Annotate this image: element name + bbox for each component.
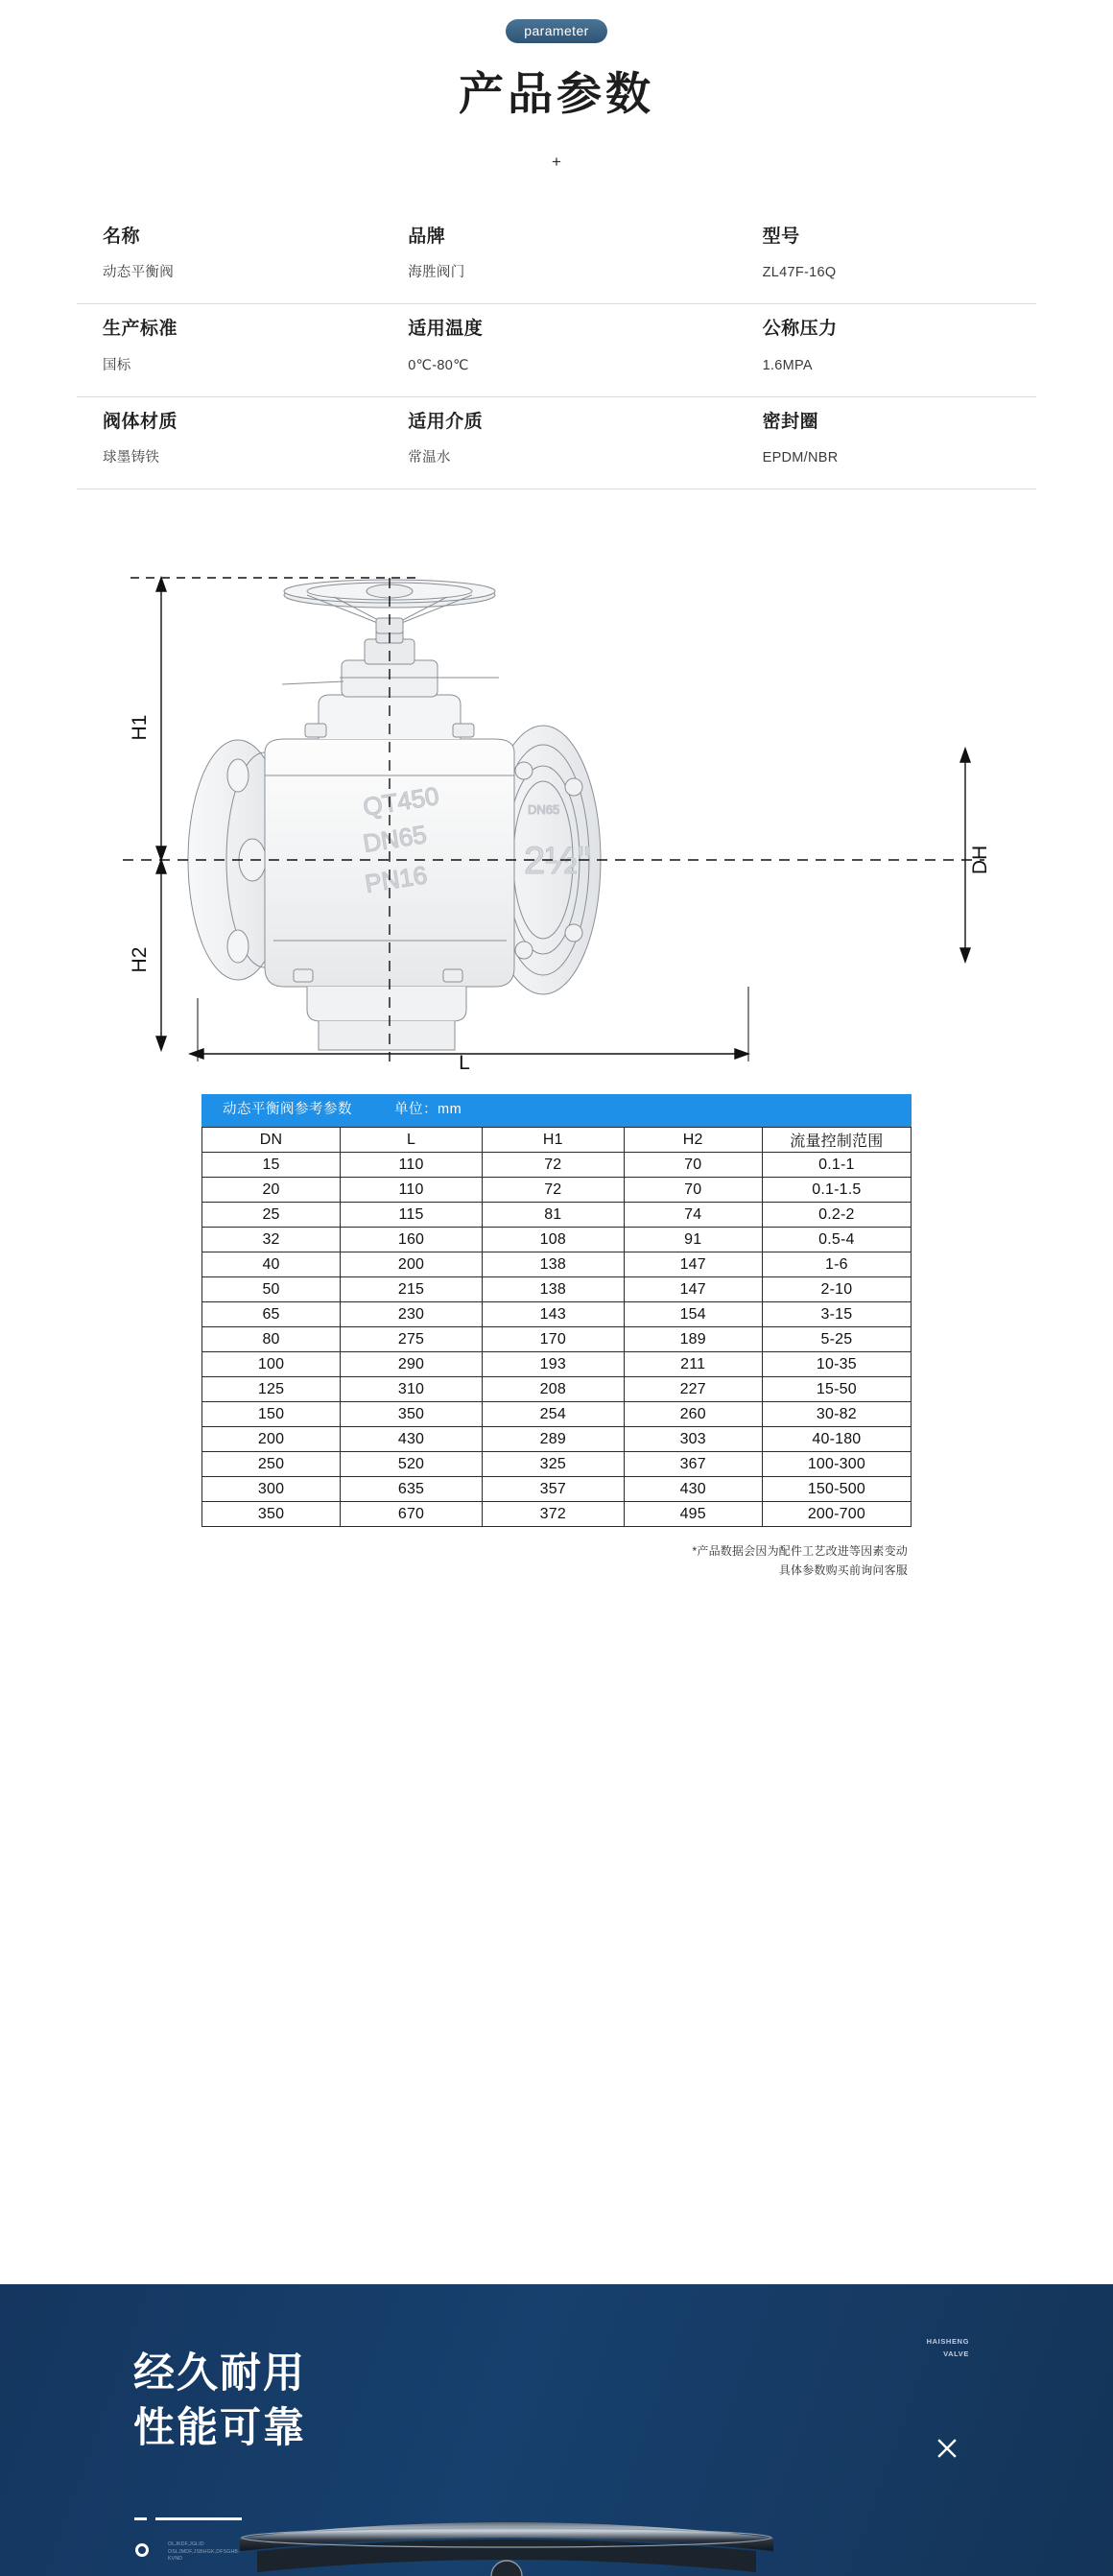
cell-dn: 80 <box>202 1327 341 1352</box>
dimension-label-dh: DH <box>969 846 991 875</box>
cell-h1: 254 <box>482 1402 624 1427</box>
table-row <box>202 1427 912 1452</box>
column-header-l: L <box>341 1128 483 1153</box>
cell-h2: 154 <box>624 1302 762 1327</box>
body-mark-qt450: QT450 <box>361 781 441 823</box>
cell-flow-range: 40-180 <box>762 1427 911 1452</box>
cell-l: 215 <box>341 1277 483 1302</box>
spec-value: 0℃-80℃ <box>408 357 469 373</box>
cell-h2: 74 <box>624 1203 762 1228</box>
circle-icon <box>135 2543 149 2557</box>
table-row <box>202 1153 912 1178</box>
spec-list <box>77 212 1036 490</box>
cell-flow-range: 10-35 <box>762 1352 911 1377</box>
cell-l: 635 <box>341 1477 483 1502</box>
parameters-table-section <box>201 1094 912 1527</box>
banner-headline-line1: 经久耐用 <box>133 2350 306 2397</box>
cell-h1: 81 <box>482 1203 624 1228</box>
page-title: 产品参数 <box>459 68 654 119</box>
table-row <box>202 1203 912 1228</box>
cell-h1: 72 <box>482 1153 624 1178</box>
parameter-badge: parameter <box>506 19 606 43</box>
cell-flow-range: 100-300 <box>762 1452 911 1477</box>
dimension-label-h1: H1 <box>129 714 151 741</box>
spec-item-pressure <box>717 318 1036 375</box>
cell-flow-range: 30-82 <box>762 1402 911 1427</box>
column-header-h2: H2 <box>624 1128 762 1153</box>
footnote-line-1: *产品数据会因为配件工艺改进等因素变动 <box>692 1544 908 1559</box>
cell-h2: 227 <box>624 1377 762 1402</box>
cell-l: 115 <box>341 1203 483 1228</box>
cell-h1: 143 <box>482 1302 624 1327</box>
spec-label: 型号 <box>762 226 800 247</box>
spec-label: 生产标准 <box>103 319 178 340</box>
spec-label: 名称 <box>103 226 141 247</box>
brand-logo-text <box>927 2336 969 2361</box>
spec-value: 海胜阀门 <box>408 265 465 281</box>
cell-h1: 72 <box>482 1178 624 1203</box>
body-mark-dn65: DN65 <box>361 820 429 859</box>
spec-value: 动态平衡阀 <box>103 265 174 281</box>
table-unit-text: 单位：mm <box>394 1102 462 1118</box>
dash-short <box>134 2517 147 2520</box>
brand-category: VALVE <box>943 2349 969 2358</box>
table-row <box>202 1277 912 1302</box>
cell-h2: 70 <box>624 1178 762 1203</box>
cell-h1: 193 <box>482 1352 624 1377</box>
cell-l: 200 <box>341 1252 483 1277</box>
banner-headline <box>133 2347 306 2456</box>
spec-label: 公称压力 <box>762 319 838 340</box>
dimension-label-h2: H2 <box>129 946 151 973</box>
spec-value: 常温水 <box>408 450 451 466</box>
spec-label: 阀体材质 <box>103 411 178 432</box>
cell-h1: 108 <box>482 1228 624 1252</box>
banner-product-image <box>219 2509 794 2576</box>
handwheel-photo <box>219 2509 794 2576</box>
cell-l: 310 <box>341 1377 483 1402</box>
spec-label: 品牌 <box>408 226 446 247</box>
cell-l: 520 <box>341 1452 483 1477</box>
cell-h1: 170 <box>482 1327 624 1352</box>
cell-h2: 430 <box>624 1477 762 1502</box>
cell-dn: 20 <box>202 1178 341 1203</box>
table-body <box>202 1153 912 1527</box>
brand-name: HAISHENG <box>926 2337 969 2346</box>
table-row <box>202 1477 912 1502</box>
cell-h1: 289 <box>482 1427 624 1452</box>
parameters-table <box>201 1127 912 1527</box>
spec-label: 适用温度 <box>408 319 484 340</box>
spec-item-name <box>77 226 396 283</box>
footnote-line-2: 具体参数购买前询问客服 <box>778 1562 908 1577</box>
cell-h2: 495 <box>624 1502 762 1527</box>
cell-dn: 32 <box>202 1228 341 1252</box>
column-header-h1: H1 <box>482 1128 624 1153</box>
table-row <box>202 1502 912 1527</box>
spec-value: EPDM/NBR <box>762 450 839 466</box>
body-mark-pn16: PN16 <box>363 860 430 899</box>
spec-item-temperature <box>396 318 716 375</box>
spec-item-body-material <box>77 411 396 468</box>
cell-dn: 100 <box>202 1352 341 1377</box>
cell-l: 430 <box>341 1427 483 1452</box>
table-row <box>202 1302 912 1327</box>
cell-flow-range: 5-25 <box>762 1327 911 1352</box>
cell-l: 110 <box>341 1153 483 1178</box>
cell-flow-range: 0.1-1.5 <box>762 1178 911 1203</box>
bottom-banner <box>0 2284 1113 2576</box>
spec-value: 国标 <box>103 357 131 373</box>
cell-flow-range: 15-50 <box>762 1377 911 1402</box>
cell-h2: 260 <box>624 1402 762 1427</box>
table-footnotes <box>201 1542 912 1581</box>
cell-dn: 250 <box>202 1452 341 1477</box>
spec-value: ZL47F-16Q <box>762 265 837 281</box>
table-row <box>202 1327 912 1352</box>
column-header-flow-range: 流量控制范围 <box>762 1128 911 1153</box>
column-header-dn: DN <box>202 1128 341 1153</box>
cell-dn: 350 <box>202 1502 341 1527</box>
cell-h2: 147 <box>624 1252 762 1277</box>
spec-item-standard <box>77 318 396 375</box>
table-row <box>202 1228 912 1252</box>
cell-h2: 147 <box>624 1277 762 1302</box>
table-row <box>202 1402 912 1427</box>
cell-flow-range: 150-500 <box>762 1477 911 1502</box>
cell-l: 160 <box>341 1228 483 1252</box>
valve-drawing-svg <box>77 536 1036 1073</box>
cell-flow-range: 0.5-4 <box>762 1228 911 1252</box>
cell-dn: 40 <box>202 1252 341 1277</box>
cell-h2: 189 <box>624 1327 762 1352</box>
spec-item-medium <box>396 411 716 468</box>
dimension-label-l: L <box>459 1052 470 1074</box>
plus-divider: + <box>552 152 561 171</box>
cell-h2: 303 <box>624 1427 762 1452</box>
cell-h1: 325 <box>482 1452 624 1477</box>
cell-l: 350 <box>341 1402 483 1427</box>
cell-h1: 138 <box>482 1252 624 1277</box>
cell-h1: 372 <box>482 1502 624 1527</box>
cell-l: 290 <box>341 1352 483 1377</box>
spec-item-brand <box>396 226 716 283</box>
table-row <box>202 1452 912 1477</box>
cell-l: 110 <box>341 1178 483 1203</box>
cell-dn: 150 <box>202 1402 341 1427</box>
spec-row <box>77 397 1036 490</box>
banner-headline-line2: 性能可靠 <box>133 2404 306 2451</box>
close-icon-svg <box>936 2438 958 2459</box>
cell-l: 275 <box>341 1327 483 1352</box>
valve-technical-drawing <box>77 536 1036 1073</box>
table-title-text: 动态平衡阀参考参数 <box>223 1102 352 1118</box>
spec-label: 密封圈 <box>762 411 819 432</box>
cell-flow-range: 3-15 <box>762 1302 911 1327</box>
flange-mark-dn65: DN65 <box>528 802 560 818</box>
spec-value: 1.6MPA <box>762 357 813 373</box>
page-header <box>0 0 1113 170</box>
spec-row <box>77 212 1036 305</box>
close-icon[interactable] <box>936 2438 958 2459</box>
cell-dn: 200 <box>202 1427 341 1452</box>
cell-flow-range: 2-10 <box>762 1277 911 1302</box>
cell-dn: 300 <box>202 1477 341 1502</box>
table-row <box>202 1377 912 1402</box>
flange-mark-size: 2½" <box>524 840 591 883</box>
cell-flow-range: 0.2-2 <box>762 1203 911 1228</box>
spec-value: 球墨铸铁 <box>103 450 160 466</box>
cell-flow-range: 200-700 <box>762 1502 911 1527</box>
cell-h2: 367 <box>624 1452 762 1477</box>
cell-h2: 70 <box>624 1153 762 1178</box>
cell-h2: 211 <box>624 1352 762 1377</box>
spec-row <box>77 304 1036 397</box>
cell-dn: 65 <box>202 1302 341 1327</box>
cell-dn: 25 <box>202 1203 341 1228</box>
table-title-bar <box>201 1094 912 1127</box>
cell-dn: 50 <box>202 1277 341 1302</box>
table-header-row <box>202 1128 912 1153</box>
cell-h2: 91 <box>624 1228 762 1252</box>
table-row <box>202 1178 912 1203</box>
cell-h1: 138 <box>482 1277 624 1302</box>
cell-flow-range: 0.1-1 <box>762 1153 911 1178</box>
spec-item-seal-ring <box>717 411 1036 468</box>
spec-label: 适用介质 <box>408 411 484 432</box>
cell-dn: 15 <box>202 1153 341 1178</box>
cell-dn: 125 <box>202 1377 341 1402</box>
cell-h1: 357 <box>482 1477 624 1502</box>
table-row <box>202 1252 912 1277</box>
table-row <box>202 1352 912 1377</box>
cell-l: 670 <box>341 1502 483 1527</box>
cell-l: 230 <box>341 1302 483 1327</box>
spec-item-model <box>717 226 1036 283</box>
cell-h1: 208 <box>482 1377 624 1402</box>
banner-subtext: OLJKDF,JGLID OSLJMDF,JSBHGK,DFSGHB-KVND <box>168 2541 241 2563</box>
cell-flow-range: 1-6 <box>762 1252 911 1277</box>
